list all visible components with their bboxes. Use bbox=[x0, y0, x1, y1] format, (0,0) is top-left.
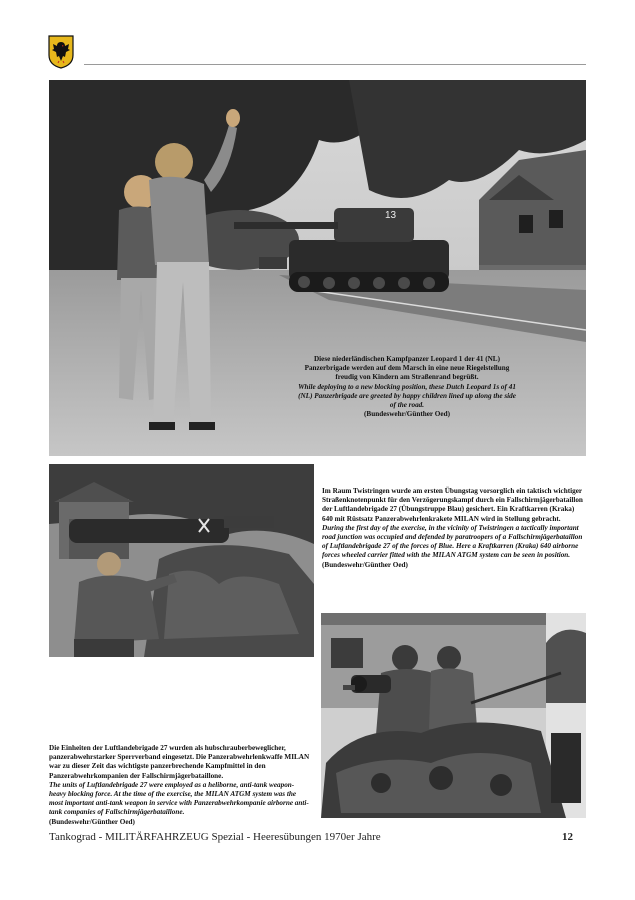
svg-text:13: 13 bbox=[385, 210, 397, 221]
milan-atgm-crew-photo bbox=[49, 464, 314, 657]
kraka-caption-german: Im Raum Twistringen wurde am ersten Übungstag vorsorglich ein taktisch wichtiger Straßenknotenpunkt für den Verzögerungskampf durch ein Fallschirmjägerbataillon der Luftlandebrigade 27 (Übungstruppe Blau) gesichert. Ein Kraftkarren (Kraka) 640 mit Rüstsatz Panzerabwehrlenkrakete MILAN wird in Stellung gebracht. bbox=[322, 487, 583, 523]
kraka-photo-caption bbox=[322, 487, 586, 570]
tank-caption-credit: (Bundeswehr/Günther Oed) bbox=[364, 410, 450, 419]
german-eagle-crest-icon bbox=[48, 35, 74, 69]
kraka-caption-english: During the first day of the exercise, in the vicinity of Twistringen a tactically important road junction was occupied and defended by paratroopers of a Fallschirmjägerbataillon of Luftlandebrigade 27 of the forces of Blue. Here a Kraftkarren (Kraka) 640 airborne forces wheeled carrier fitted with the MILAN ATGM system can be seen in position. (Bundeswehr/Günther Oed) bbox=[322, 523, 583, 569]
tank-photo-caption bbox=[296, 355, 518, 419]
milan-caption-english: The units of Luftlandebrigade 27 were employed as a heliborne, anti-tank weapon-heavy blocking force. At the time of the exercise, the MILAN ATGM system was the most important anti-tank weapon in service with Panzerabwehrkompanie airborne anti-tank companies of Fallschirmjägerbataillone. bbox=[49, 780, 309, 817]
page-number: 12 bbox=[562, 831, 573, 843]
tank-caption-english: While deploying to a new blocking position, these Dutch Leopard 1s of 41 (NL) Panzerbrigade are greeted by happy children lined up along the side of the road. bbox=[298, 382, 516, 410]
milan-caption-credit: (Bundeswehr/Günther Oed) bbox=[49, 817, 135, 826]
milan-photo-caption bbox=[49, 744, 311, 827]
milan-caption-german: Die Einheiten der Luftlandebrigade 27 wurden als hubschrauberbeweglicher, panzerabwehrstarker Sperrverband eingesetzt. Die Panzerabwehrlenkwaffe MILAN war zu dieser Zeit das wichtigste panzerbrechende Kampfmittel in den Panzerabwehrkompanien der Fallschirmjägerbataillone. bbox=[49, 744, 310, 780]
kraka-milan-vehicle-photo bbox=[321, 613, 586, 818]
footer-publication-title: Tankograd - MILITÄRFAHRZEUG Spezial - Heeresübungen 1970er Jahre bbox=[49, 831, 381, 843]
kraka-caption-credit: (Bundeswehr/Günther Oed) bbox=[322, 560, 408, 569]
header-divider bbox=[84, 64, 586, 65]
tank-caption-german: Diese niederländischen Kampfpanzer Leopard 1 der 41 (NL) Panzerbrigade werden auf dem Marsch in eine neue Riegelstellung freudig von Kindern am Straßenrand begrüßt. bbox=[304, 355, 510, 382]
